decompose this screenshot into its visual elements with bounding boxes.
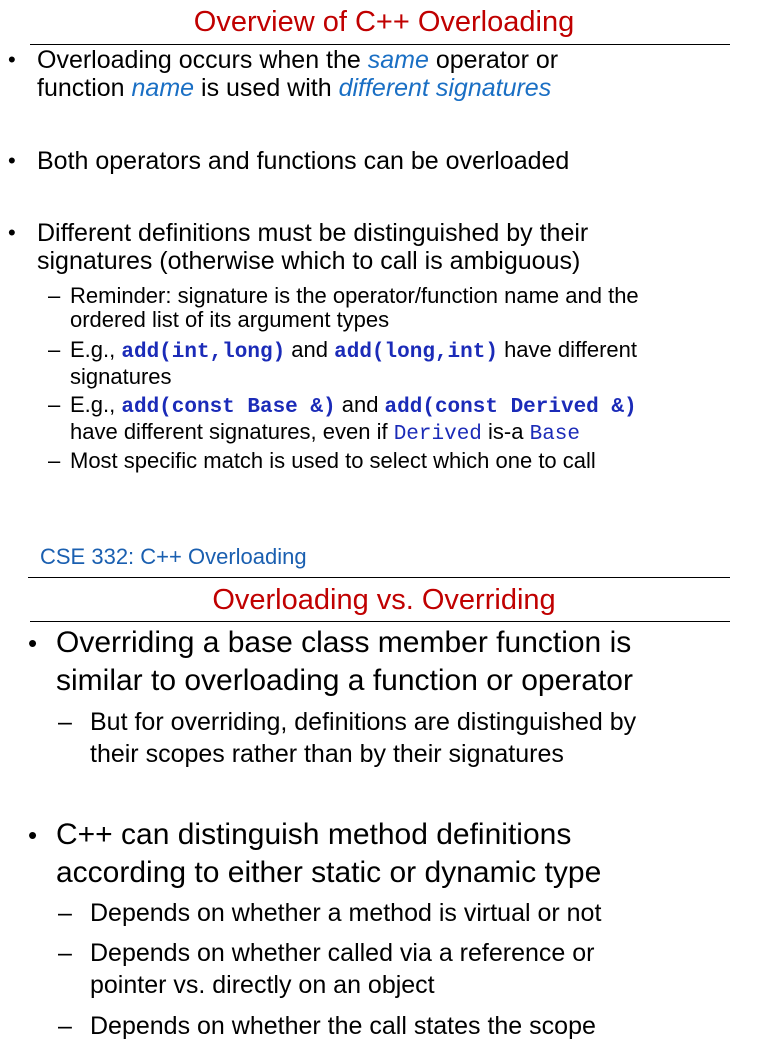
text-run: similar to overloading a function or operator <box>56 664 633 697</box>
dash-glyph: – <box>48 337 61 362</box>
text-run: have different <box>497 337 637 362</box>
text-run: E.g., <box>70 392 122 417</box>
text-run: operator or <box>428 46 559 74</box>
slide-1-title: Overview of C++ Overloading <box>193 6 575 38</box>
title-divider <box>30 621 730 622</box>
bullet-glyph: • <box>28 628 38 658</box>
bullet-text <box>37 219 748 275</box>
code-derived: Derived <box>393 423 482 446</box>
sub-bullet-virtual <box>58 897 758 929</box>
text-run: function <box>37 74 132 102</box>
sub-bullet-text: Most specific match is used to select which one to call <box>70 448 596 473</box>
bullet-text <box>56 816 748 892</box>
text-run: Reminder: signature is the operator/function name and the <box>70 283 639 308</box>
text-run: Overriding a base class member function is <box>56 626 632 659</box>
code-add-const-derived: add(const Derived &) <box>384 396 637 419</box>
text-run: C++ can distinguish method definitions <box>56 818 572 851</box>
sub-bullet-reference-pointer <box>58 937 758 1001</box>
course-footer: CSE 332: C++ Overloading <box>40 544 307 569</box>
bullet-overriding-similar <box>28 624 748 700</box>
text-run: Overloading occurs when the <box>37 46 368 74</box>
sub-bullet-text: Depends on whether the call states the scope <box>90 1012 596 1040</box>
bullet-operators-functions <box>8 147 748 175</box>
sub-bullet-text <box>90 706 758 770</box>
emphasis-different-signatures: different signatures <box>338 74 552 102</box>
dash-glyph: – <box>48 283 61 308</box>
text-run: pointer vs. directly on an object <box>90 971 435 999</box>
text-run: is used with <box>194 74 339 102</box>
bullet-distinguished-by-signatures <box>8 219 748 275</box>
bullet-glyph: • <box>28 820 38 850</box>
bullet-text <box>37 46 748 102</box>
code-add-const-base: add(const Base &) <box>121 396 336 419</box>
text-run: and <box>335 392 385 417</box>
dash-glyph: – <box>58 899 72 927</box>
bullet-static-dynamic-type <box>28 816 748 892</box>
title-divider <box>30 44 730 45</box>
sub-bullet-text <box>70 284 760 332</box>
text-run: signatures (otherwise which to call is ambiguous) <box>37 247 581 275</box>
text-run: and <box>285 337 335 362</box>
code-add-int-long: add(int,long) <box>121 341 286 364</box>
code-add-long-int: add(long,int) <box>334 341 498 364</box>
footer-divider <box>28 577 730 578</box>
dash-glyph: – <box>58 1012 72 1040</box>
text-run: their scopes rather than by their signatures <box>90 740 564 768</box>
sub-bullet-example-int-long <box>48 338 760 389</box>
slide-2 <box>0 535 768 1040</box>
bullet-glyph: • <box>8 220 16 245</box>
sub-bullet-example-base-derived <box>48 393 760 447</box>
sub-bullet-text <box>70 338 760 389</box>
bullet-text <box>56 624 748 700</box>
bullet-glyph: • <box>8 47 16 72</box>
text-run: Different definitions must be distinguished by their <box>37 219 589 247</box>
emphasis-name: name <box>131 74 195 102</box>
text-run: have different signatures, even if <box>70 419 394 444</box>
sub-bullet-scopes <box>58 706 758 770</box>
emphasis-same: same <box>367 46 429 74</box>
bullet-overloading-definition <box>8 46 748 102</box>
sub-bullet-call-scope <box>58 1010 758 1042</box>
code-base: Base <box>529 423 581 446</box>
bullet-text: Both operators and functions can be overloaded <box>37 147 570 175</box>
dash-glyph: – <box>48 448 61 473</box>
dash-glyph: – <box>58 708 72 736</box>
sub-bullet-most-specific <box>48 449 760 473</box>
text-run: signatures <box>70 364 172 389</box>
sub-bullet-text <box>90 937 758 1001</box>
bullet-glyph: • <box>8 148 16 173</box>
text-run: is-a <box>481 419 530 444</box>
text-run: Depends on whether called via a reference or <box>90 939 595 967</box>
text-run: But for overriding, definitions are distinguished by <box>90 708 637 736</box>
dash-glyph: – <box>48 392 61 417</box>
text-run: E.g., <box>70 337 122 362</box>
slide-2-title: Overloading vs. Overriding <box>212 584 556 616</box>
sub-bullet-text <box>70 393 760 447</box>
dash-glyph: – <box>58 939 72 967</box>
text-run: ordered list of its argument types <box>70 307 390 332</box>
sub-bullet-text: Depends on whether a method is virtual or not <box>90 899 602 927</box>
text-run: according to either static or dynamic type <box>56 856 602 889</box>
sub-bullet-reminder <box>48 284 760 332</box>
